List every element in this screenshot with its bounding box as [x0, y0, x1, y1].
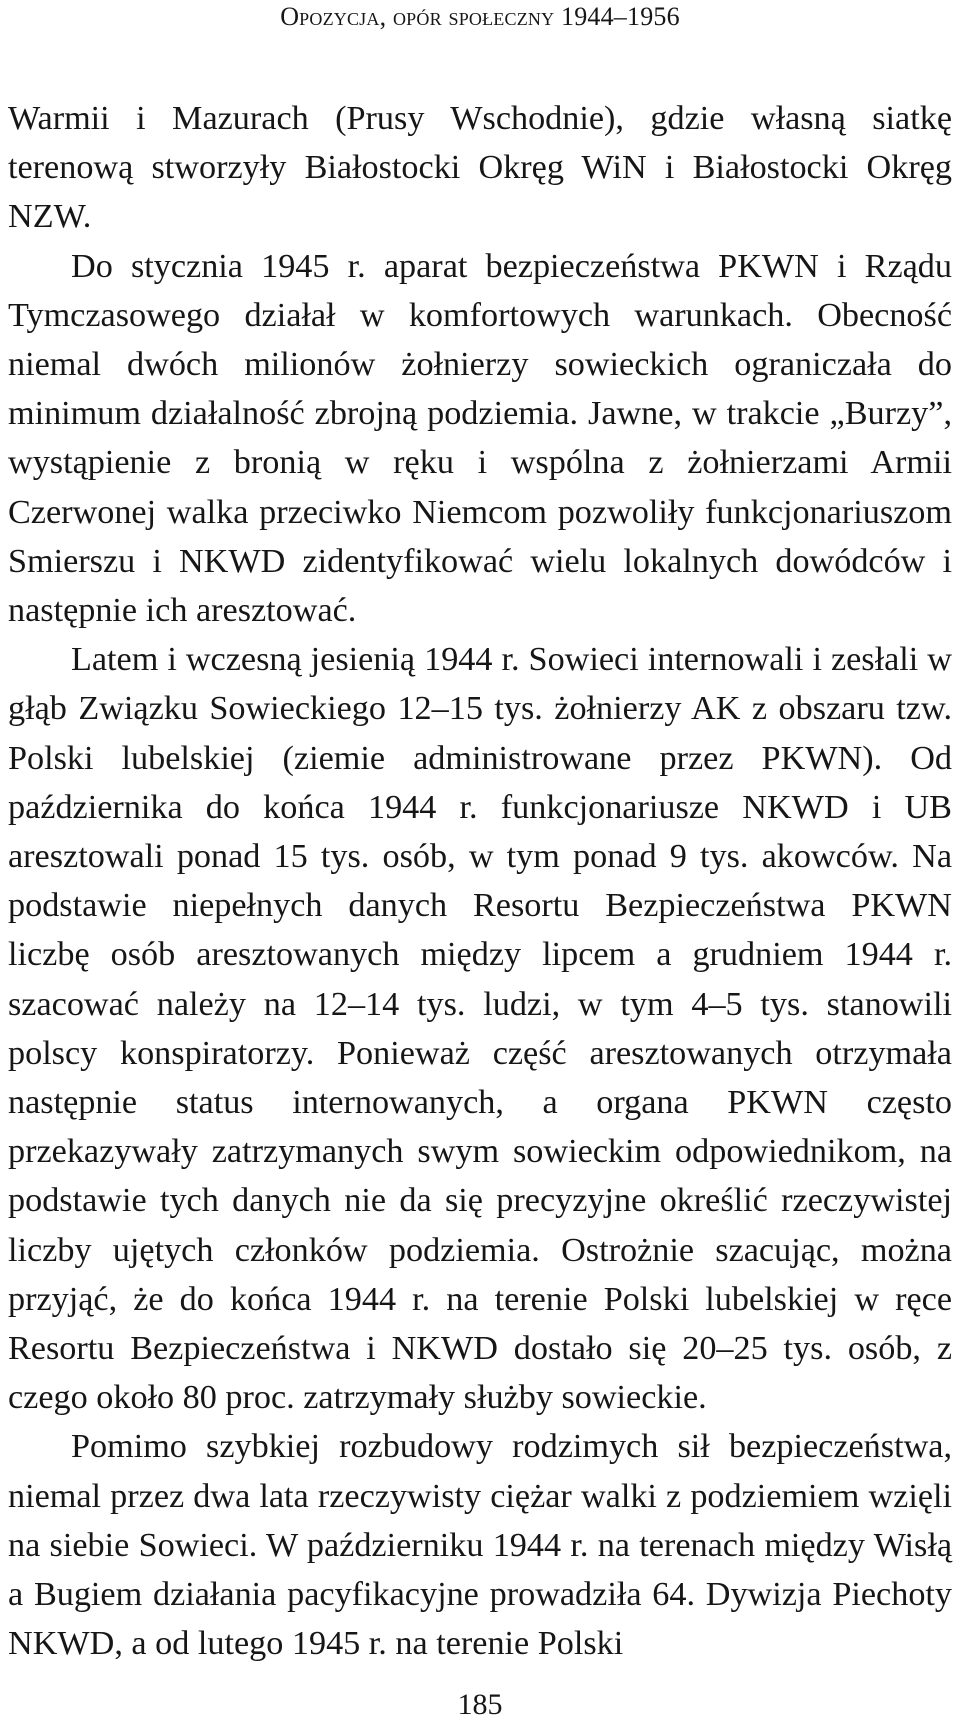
paragraph-2: Do stycznia 1945 r. aparat bezpieczeństwa PKWN i Rządu Tymczasowego działał w komfortowych warunkach. Obecność niemal dwóch milionów żołnierzy sowieckich ograniczała do minimum działalność zbrojną podziemia. Jawne, w trakcie „Burzy”, wystąpienie z bronią w ręku i wspólna z żołnierzami Armii Czerwonej walka przeciwko Niemcom pozwoliły funkcjonariuszom Smierszu i NKWD zidentyfikować wielu lokalnych dowódców i następnie ich aresztować.: [8, 247, 952, 630]
page-number: 185: [457, 1688, 503, 1721]
paragraph-1: Warmii i Mazurach (Prusy Wschodnie), gdzie własną siatkę terenową stworzyły Białostocki Okręg WiN i Białostocki Okręg NZW.: [8, 100, 952, 236]
paragraph-4: Pomimo szybkiej rozbudowy rodzimych sił bezpieczeństwa, niemal przez dwa lata rzeczywisty ciężar walki z podziemiem wzięli na siebie Sowieci. W październiku 1944 r. na terenach między Wisłą a Bugiem działania pacyfikacyjne prowadziła 64. Dywizja Piechoty NKWD, a od lutego 1945 r. na terenie Polski: [8, 1428, 952, 1663]
running-header: Opozycja, opór społeczny 1944–1956: [280, 2, 680, 31]
paragraph-3: Latem i wczesną jesienią 1944 r. Sowieci internowali i zesłali w głąb Związku Sowieckiego 12–15 tys. żołnierzy AK z obszaru tzw. Polski lubelskiej (ziemie administrowane przez PKWN). Od października do końca 1944 r. funkcjonariusze NKWD i UB aresztowali ponad 15 tys. osób, w tym ponad 9 tys. akowców. Na podstawie niepełnych danych Resortu Bezpieczeństwa PKWN liczbę osób aresztowanych między lipcem a grudniem 1944 r. szacować należy na 12–14 tys. ludzi, w tym 4–5 tys. stanowili polscy konspiratorzy. Ponieważ część aresztowanych otrzymała następnie status internowanych, a organa PKWN często przekazywały zatrzymanych swym sowieckim odpowiednikom, na podstawie tych danych nie da się precyzyjne określić rzeczywistej liczby ujętych członków podziemia. Ostrożnie szacując, można przyjąć, że do końca 1944 r. na terenie Polski lubelskiej w ręce Resortu Bezpieczeństwa i NKWD dostało się 20–25 tys. osób, z czego około 80 proc. zatrzymały służby sowieckie.: [8, 641, 952, 1417]
body-text: [8, 94, 952, 1669]
